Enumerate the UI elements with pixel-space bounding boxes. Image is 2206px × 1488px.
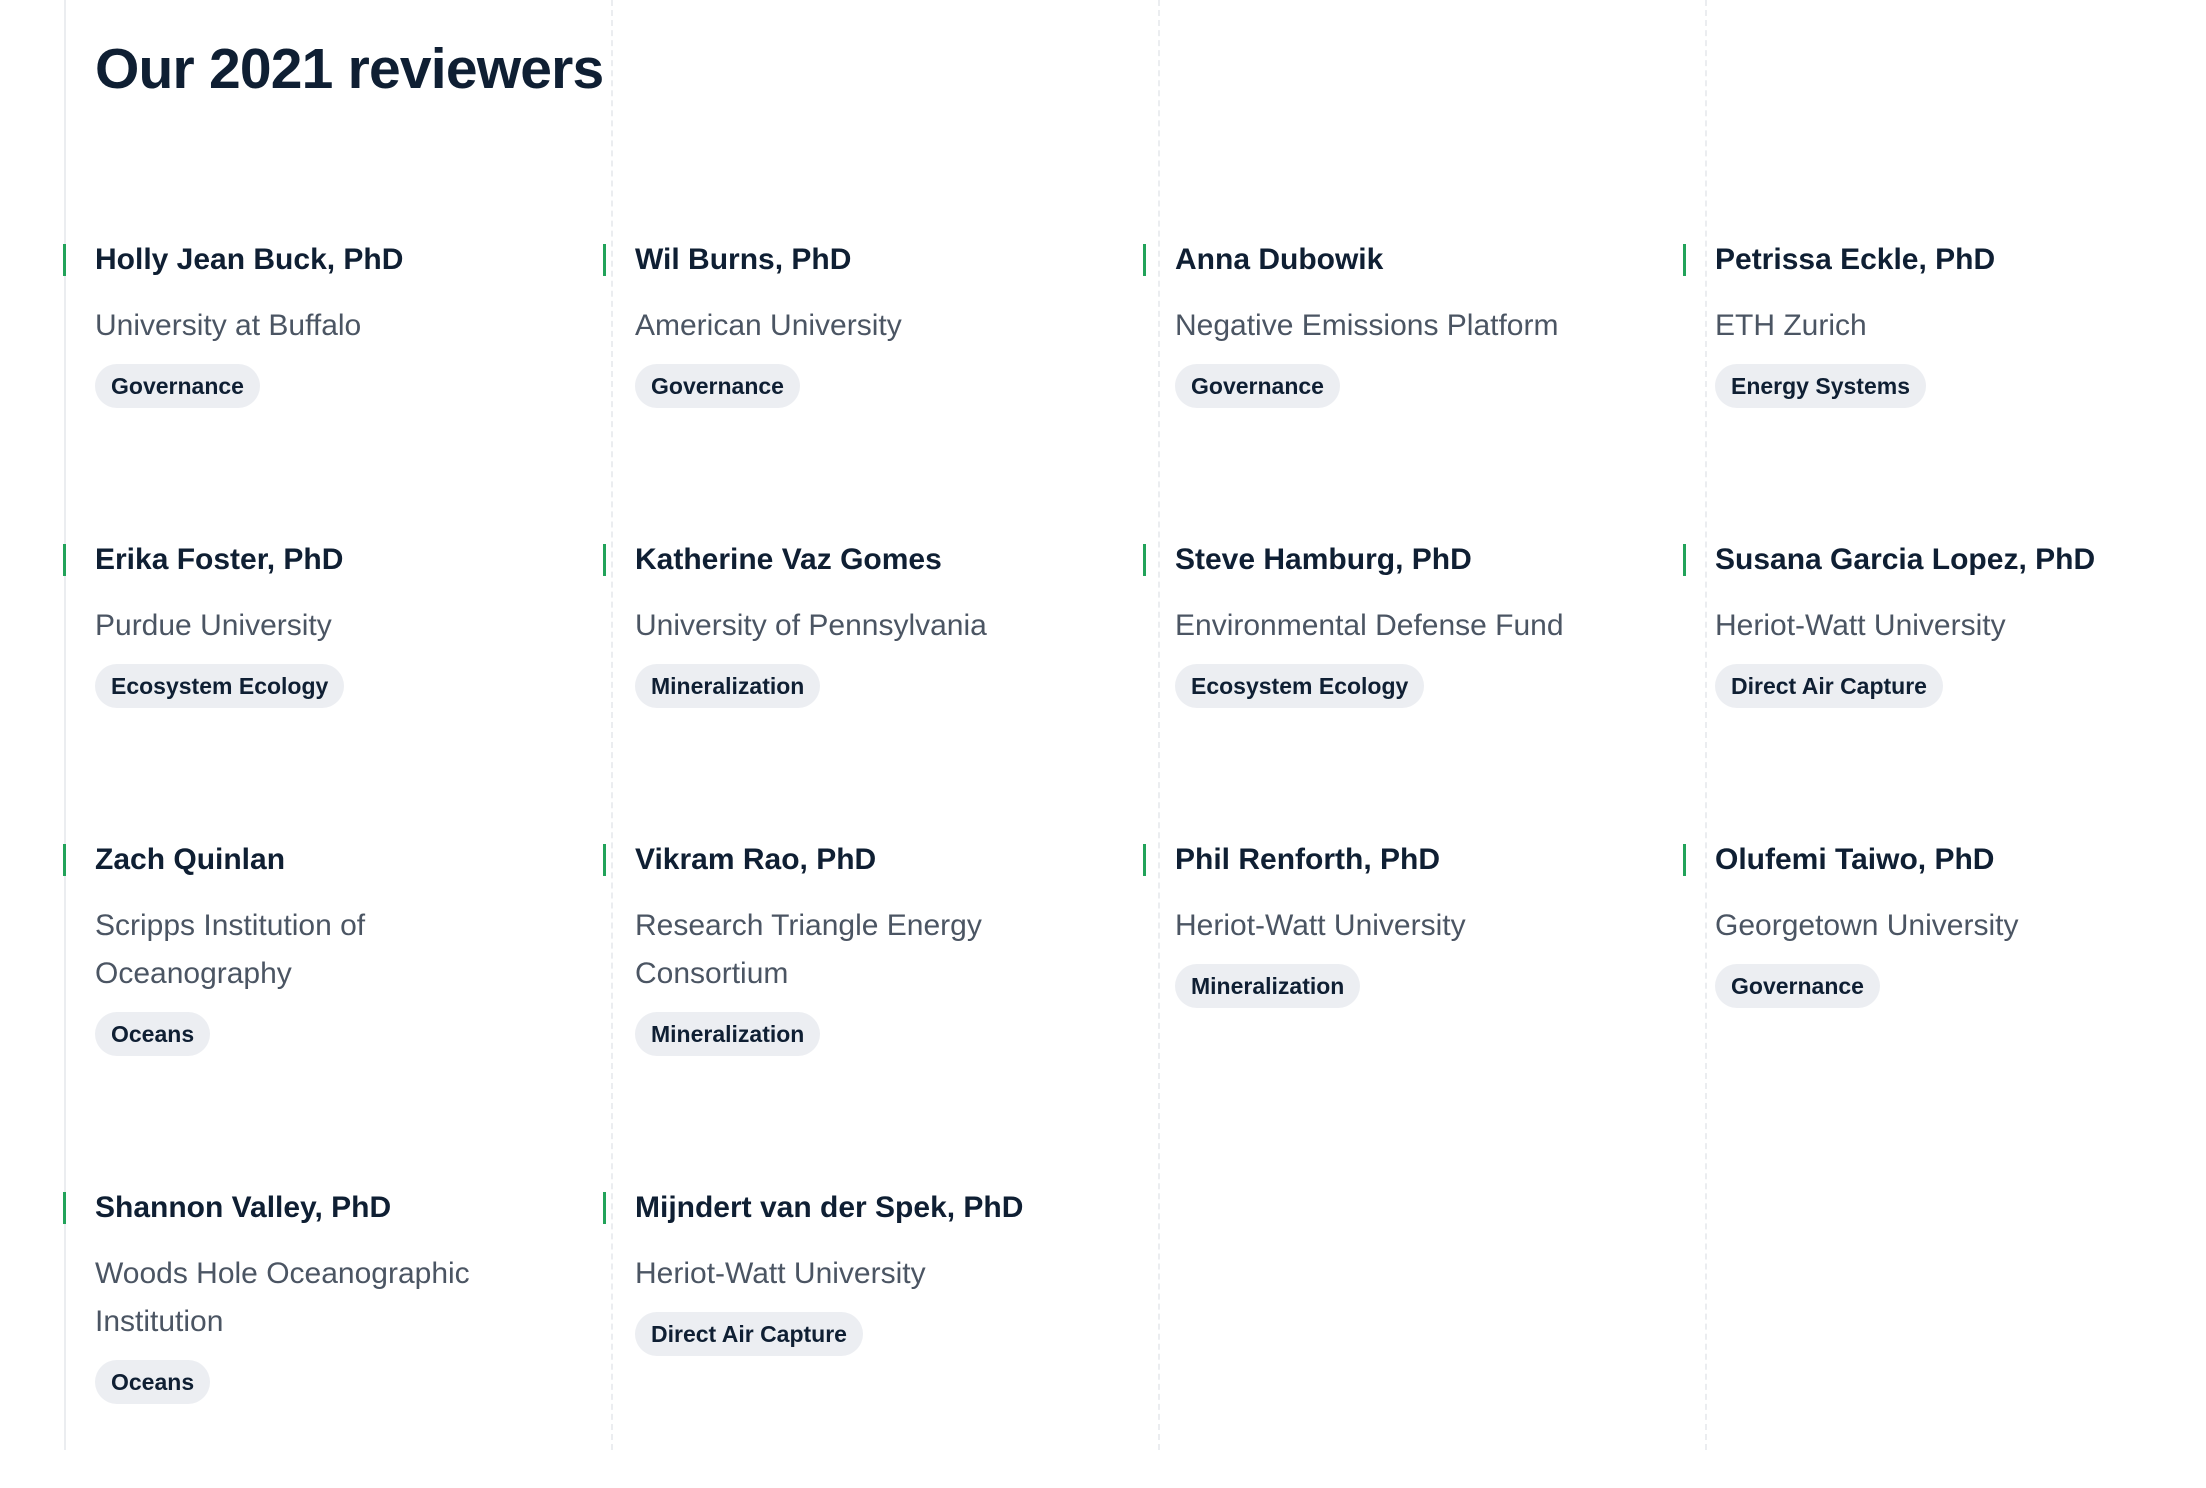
reviewer-name: Steve Hamburg, PhD [1175,543,1472,576]
reviewer-organization: Purdue University [95,609,332,642]
reviewer-organization: University at Buffalo [95,309,362,342]
field-tag: Oceans [95,1360,210,1404]
reviewer-card [63,540,603,840]
reviewer-organization: Environmental Defense Fund [1175,609,1564,642]
reviewer-name: Phil Renforth, PhD [1175,843,1440,876]
reviewer-organization: ETH Zurich [1715,309,1867,342]
card-accent [63,544,66,576]
field-tag: Direct Air Capture [635,1312,863,1356]
reviewer-card [1143,540,1683,840]
card-accent [603,244,606,276]
field-tag: Ecosystem Ecology [1175,664,1424,708]
reviewer-organization: Heriot-Watt University [635,1257,926,1290]
reviewer-organization: Heriot-Watt University [1175,909,1466,942]
field-tag: Direct Air Capture [1715,664,1943,708]
reviewer-name: Wil Burns, PhD [635,243,852,276]
reviewer-name: Vikram Rao, PhD [635,843,877,876]
field-tag: Governance [95,364,260,408]
reviewer-name: Mijndert van der Spek, PhD [635,1191,1024,1224]
field-tag: Energy Systems [1715,364,1926,408]
field-tag: Governance [1715,964,1880,1008]
reviewer-card [1143,840,1683,1188]
reviewer-organization: Heriot-Watt University [1715,609,2006,642]
field-tag: Oceans [95,1012,210,1056]
reviewer-organization: Research Triangle Energy Consortium [635,909,982,990]
card-accent [63,844,66,876]
reviewer-card [63,240,603,540]
card-accent [603,1192,606,1224]
reviewer-card [1683,840,2206,1188]
reviewer-organization: Negative Emissions Platform [1175,309,1559,342]
reviewer-grid [63,240,2206,1488]
card-accent [1143,844,1146,876]
reviewer-name: Katherine Vaz Gomes [635,543,942,576]
reviewer-card [603,1188,1143,1488]
reviewer-card [1143,240,1683,540]
card-accent [1143,244,1146,276]
reviewer-card [603,840,1143,1188]
reviewer-name: Zach Quinlan [95,843,286,876]
reviewer-card [603,540,1143,840]
field-tag: Governance [1175,364,1340,408]
field-tag: Mineralization [635,1012,820,1056]
card-accent [603,844,606,876]
field-tag: Mineralization [1175,964,1360,1008]
card-accent [1683,244,1686,276]
card-accent [1683,544,1686,576]
card-accent [603,544,606,576]
field-tag: Governance [635,364,800,408]
reviewer-card [63,840,603,1188]
field-tag: Mineralization [635,664,820,708]
card-accent [1683,844,1686,876]
reviewer-name: Olufemi Taiwo, PhD [1715,843,1995,876]
reviewer-organization: Georgetown University [1715,909,2019,942]
reviewer-name: Susana Garcia Lopez, PhD [1715,543,2096,576]
reviewer-card [1683,240,2206,540]
reviewer-name: Holly Jean Buck, PhD [95,243,404,276]
reviewer-name: Shannon Valley, PhD [95,1191,392,1224]
card-accent [63,1192,66,1224]
reviewer-organization: Woods Hole Oceanographic Institution [95,1257,470,1338]
field-tag: Ecosystem Ecology [95,664,344,708]
page-title: Our 2021 reviewers [95,37,604,101]
card-accent [63,244,66,276]
card-accent [1143,544,1146,576]
reviewer-organization: Scripps Institution of Oceanography [95,909,366,990]
reviewer-organization: University of Pennsylvania [635,609,987,642]
reviewer-name: Petrissa Eckle, PhD [1715,243,1996,276]
reviewer-name: Erika Foster, PhD [95,543,344,576]
reviewer-card [603,240,1143,540]
reviewer-organization: American University [635,309,902,342]
reviewer-card [1683,540,2206,840]
reviewer-card [63,1188,603,1488]
reviewer-name: Anna Dubowik [1175,243,1384,276]
